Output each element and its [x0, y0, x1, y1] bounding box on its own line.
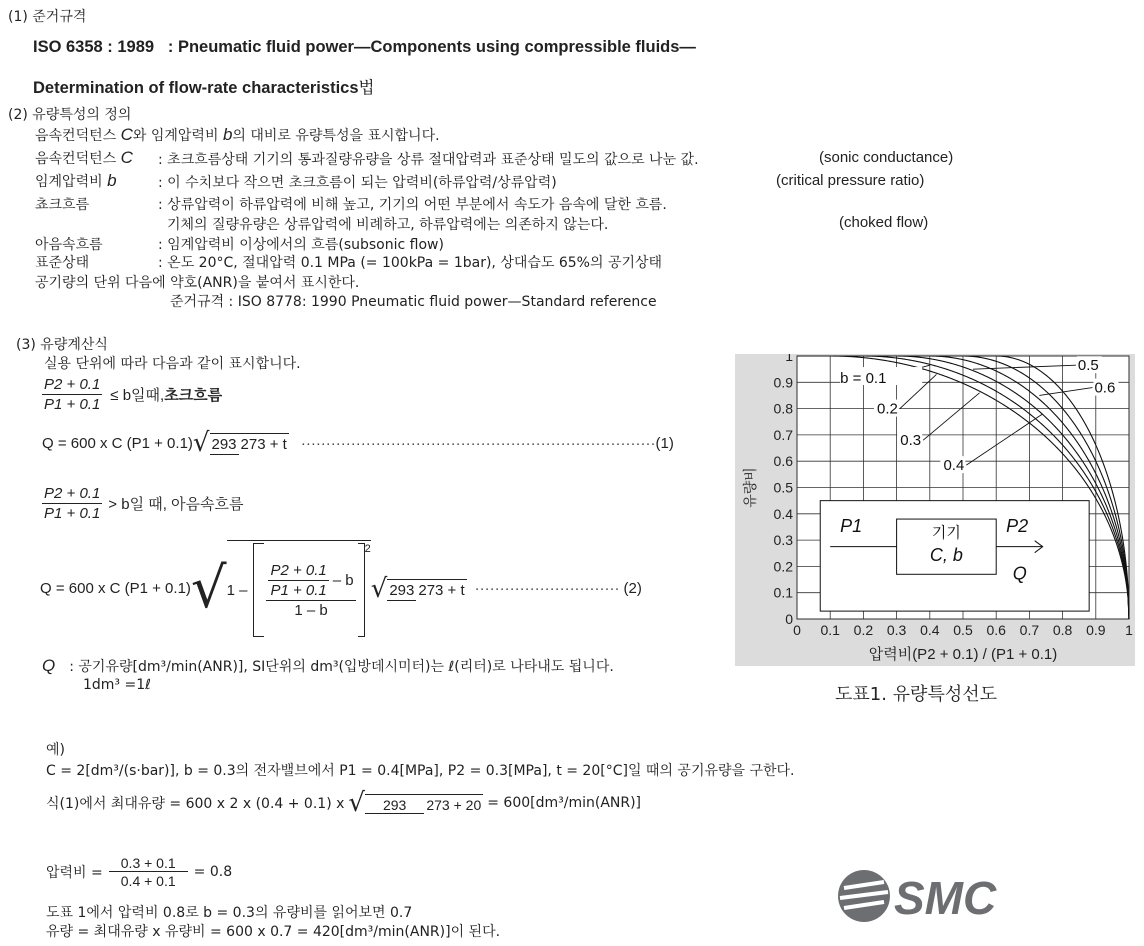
- maxflow-numerator: 293: [365, 797, 424, 814]
- cond2-numerator: P2 + 0.1: [44, 485, 101, 502]
- def-subsonic-term: 아음속흐름: [35, 237, 103, 253]
- cond2-denominator: P1 + 0.1: [44, 505, 101, 522]
- series-label-0.2: 0.2: [877, 400, 898, 418]
- flow-chart-panel: [735, 354, 1135, 666]
- standard-line-1: [33, 38, 696, 57]
- y-tick-label: 1: [785, 354, 793, 364]
- y-axis-label: 유량비: [742, 467, 758, 508]
- cond2-relation: > b일 때, 아음속흐름: [108, 496, 244, 513]
- eq1-denominator: 273 + t: [240, 436, 287, 453]
- condition-subsonic: [42, 485, 244, 522]
- def-critical-text: : 이 수치보다 작으면 초크흐름이 되는 압력비(하류압력/상류압력): [158, 175, 557, 191]
- maxflow-rhs: = 600[dm³/min(ANR)]: [487, 795, 642, 811]
- eq2-inner-numerator: P2 + 0.1: [270, 561, 327, 579]
- series-label-0.1: b = 0.1: [840, 370, 887, 388]
- series-label-0.6: 0.6: [1094, 379, 1116, 397]
- def-subsonic-text: : 임계압력비 이상에서의 흐름(subsonic flow): [158, 237, 444, 253]
- intro-text-a: 음속컨덕턴스: [35, 128, 121, 144]
- standard-code: ISO 6358 : 1989: [33, 38, 155, 56]
- ratio-numerator: 0.3 + 0.1: [109, 855, 188, 872]
- intro-symbol-c: C: [120, 125, 133, 144]
- eq2-square: 2: [364, 543, 371, 555]
- eq1-lhs: Q = 600 x C (P1 + 0.1): [42, 434, 193, 452]
- example-given: C = 2[dm³/(s·bar)], b = 0.3의 전자밸브에서 P1 = 0.4[MPa], P2 = 0.3[MPa], t = 20[°C]일 때의 공기유량을 구한다.: [46, 763, 795, 779]
- q-note-2: 1dm³ =1ℓ: [83, 677, 151, 693]
- reference-standard: 준거규격 : ISO 8778: 1990 Pneumatic fluid power—Standard reference: [170, 294, 657, 310]
- example-result: 유량 = 최대유량 x 유량비 = 600 x 0.7 = 420[dm³/min(ANR)]이 된다.: [46, 924, 501, 940]
- x-tick-label: 0.6: [986, 622, 1006, 638]
- eq2-number: (2): [623, 580, 642, 597]
- eq2-dots: ·····························: [474, 580, 620, 597]
- section1-heading: (1) 준거규격: [8, 9, 87, 25]
- intro-text-b: 와 임계압력비: [132, 128, 223, 144]
- eq1-number: (1): [655, 434, 674, 452]
- section2-heading: (2) 유량특성의 정의: [8, 107, 132, 123]
- ratio-denominator: 0.4 + 0.1: [120, 873, 176, 889]
- series-label-0.3: 0.3: [900, 432, 922, 450]
- def-sonic-symbol: C: [120, 148, 133, 167]
- ratio-lhs: 압력비 =: [46, 865, 103, 881]
- eq2-numerator: 293: [389, 581, 415, 599]
- def-critical-symbol: b: [107, 171, 117, 190]
- series-label-0.5: 0.5: [1077, 357, 1099, 375]
- eq2-one-minus-b: 1 – b: [294, 601, 328, 619]
- def-critical-en: (critical pressure ratio): [776, 172, 925, 189]
- y-tick-label: 0.3: [773, 532, 793, 549]
- y-tick-label: 0.8: [773, 400, 793, 417]
- y-tick-label: 0.5: [773, 479, 793, 496]
- def-sonic-text: : 초크흐름상태 기기의 통과질량유량을 상류 절대압력과 표준상태 밀도의 값으로 나눈 값.: [158, 152, 699, 168]
- inset-p1: P1: [840, 516, 863, 537]
- equation-1: Q = 600 x C (P1 + 0.1) √ 293 273 + t ······································································· (1): [42, 428, 674, 458]
- x-tick-label: 0.9: [1086, 622, 1106, 638]
- equation-2: Q = 600 x C (P1 + 0.1) √ 1 – $\frac{P2 + 0.1}{P1 + 0.1}$ – b 1 – b $^2$ √ 293 273 + t ····························· (2): [40, 540, 642, 637]
- inset-q: Q: [1012, 563, 1027, 584]
- inset-device-label: 기기: [931, 524, 961, 542]
- inset-cb: C, b: [929, 545, 963, 566]
- x-tick-label: 0.1: [820, 622, 840, 638]
- anr-note: 공기량의 단위 다음에 약호(ANR)을 붙여서 표시한다.: [35, 275, 360, 291]
- def-critical-term: 임계압력비: [35, 174, 108, 190]
- def-sonic-en: (sonic conductance): [819, 149, 954, 166]
- x-tick-label: 0.4: [920, 622, 940, 638]
- eq2-lhs: Q = 600 x C (P1 + 0.1): [40, 580, 191, 597]
- q-note-symbol: Q: [42, 656, 56, 675]
- intro-symbol-b: b: [222, 125, 233, 144]
- q-note: [42, 656, 614, 676]
- standard-title-2: Determination of flow-rate characteristics: [33, 79, 359, 97]
- figure-caption: 도표1. 유량특성선도: [835, 684, 997, 705]
- def-sonic: [35, 148, 133, 168]
- cond1-numerator: P2 + 0.1: [44, 376, 101, 393]
- cond1-relation: ≤ b일때,: [110, 387, 165, 404]
- x-tick-label: 0.3: [886, 622, 907, 638]
- smc-logo-text: SMC: [894, 872, 997, 924]
- condition-choked: [42, 376, 222, 413]
- example-label: 예): [46, 742, 65, 758]
- series-label-0.4: 0.4: [943, 457, 965, 475]
- y-tick-label: 0.7: [773, 426, 793, 443]
- definition-intro: [35, 125, 440, 145]
- def-choked-text-2: 기체의 질량유량은 상류압력에 비례하고, 하류압력에는 의존하지 않는다.: [167, 217, 609, 233]
- cond1-flow: 초크흐름: [164, 387, 223, 404]
- y-tick-label: 0.6: [773, 453, 793, 470]
- x-axis-label: 압력비(P2 + 0.1) / (P1 + 0.1): [868, 646, 1058, 663]
- maxflow-lhs: 식(1)에서 최대유량 = 600 x 2 x (0.4 + 0.1) x: [46, 796, 345, 812]
- eq2-minus-b: – b: [332, 571, 354, 589]
- q-note-text: : 공기유량[dm³/min(ANR)], SI단위의 dm³(입방데시미터)는 ℓ(리터)로 나타내도 됩니다.: [69, 659, 614, 675]
- standard-title-1: : Pneumatic fluid power—Components using compressible fluids—: [167, 38, 696, 56]
- section3-heading: (3) 유량계산식: [16, 337, 108, 353]
- def-choked-text-1: : 상류압력이 하류압력에 비해 높고, 기기의 어떤 부분에서 속도가 음속에 달한 흐름.: [158, 197, 667, 213]
- y-tick-label: 0.9: [773, 374, 793, 391]
- cond1-denominator: P1 + 0.1: [44, 396, 101, 413]
- eq2-denominator: 273 + t: [418, 581, 465, 599]
- inset-p2: P2: [1006, 516, 1029, 537]
- def-standard-term: 표준상태: [35, 255, 90, 271]
- def-choked-en: (choked flow): [839, 214, 929, 231]
- x-tick-label: 0: [793, 622, 801, 638]
- x-tick-label: 1: [1125, 622, 1133, 638]
- flow-characteristic-chart: [735, 354, 1135, 666]
- section3-intro: 실용 단위에 따라 다음과 같이 표시합니다.: [44, 356, 301, 372]
- example-maxflow: 식(1)에서 최대유량 = 600 x 2 x (0.4 + 0.1) x √ 293 273 + 20 = 600[dm³/min(ANR)]: [46, 788, 642, 818]
- standard-suffix: 법: [358, 79, 375, 97]
- ratio-rhs: = 0.8: [193, 864, 233, 880]
- example-ratio: [46, 855, 232, 889]
- eq1-dots: ·······································································: [300, 434, 656, 452]
- y-tick-label: 0.1: [773, 584, 793, 601]
- x-tick-label: 0.5: [953, 622, 973, 638]
- example-read: 도표 1에서 압력비 0.8로 b = 0.3의 유량비를 읽어보면 0.7: [46, 905, 413, 921]
- eq1-numerator: 293: [211, 436, 237, 453]
- smc-logo: [834, 866, 1014, 926]
- y-tick-label: 0.2: [773, 558, 793, 575]
- smc-logo-mark: [838, 870, 890, 922]
- def-standard-text: : 온도 20°C, 절대압력 0.1 MPa (= 100kPa = 1bar), 상대습도 65%의 공기상태: [158, 255, 663, 271]
- x-tick-label: 0.2: [853, 622, 874, 638]
- maxflow-denominator: 273 + 20: [426, 796, 482, 813]
- eq2-inner-denominator: P1 + 0.1: [270, 581, 327, 599]
- y-tick-label: 0: [785, 611, 793, 627]
- x-tick-label: 0.8: [1052, 622, 1073, 638]
- intro-text-c: 의 대비로 유량특성을 표시합니다.: [232, 128, 440, 144]
- y-tick-label: 0.4: [773, 505, 793, 522]
- standard-line-2: [33, 74, 374, 98]
- def-sonic-term: 음속컨덕턴스: [35, 151, 121, 167]
- eq2-one: 1 –: [226, 581, 248, 599]
- def-critical: [35, 171, 117, 191]
- def-choked-term: 쵸크흐름: [35, 197, 90, 213]
- x-tick-label: 0.7: [1019, 622, 1040, 638]
